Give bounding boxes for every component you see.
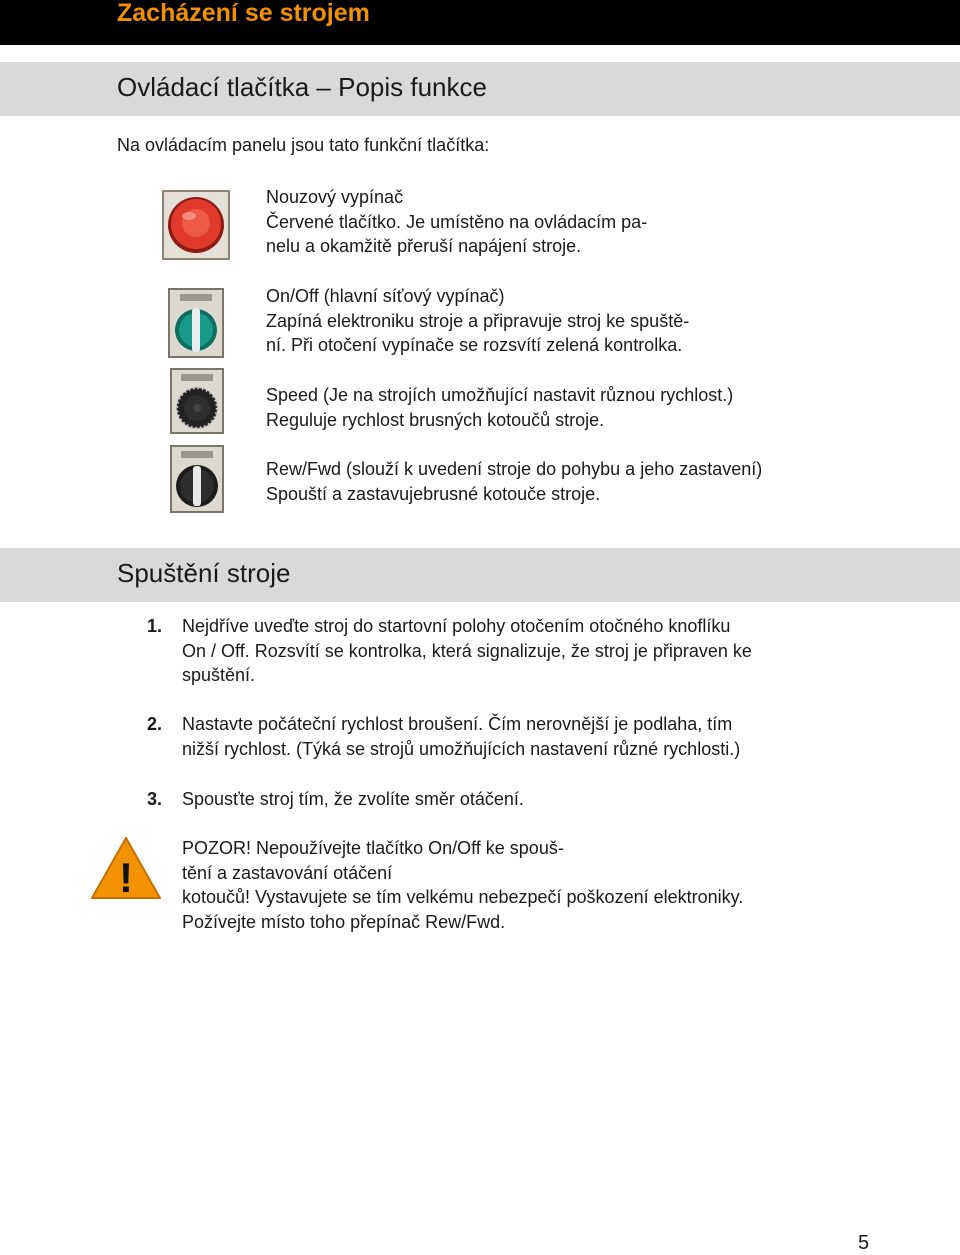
item-title: Nouzový vypínač: [266, 187, 404, 207]
section-heading-startup: Spuštění stroje: [117, 558, 291, 588]
page-title: Zacházení se strojem: [117, 0, 370, 27]
step-number: 3.: [147, 789, 163, 809]
item-description-line: ní. Při otočení vypínače se rozsvítí zelená kontrolka.: [266, 335, 683, 355]
step-line: Nejdříve uveďte stroj do startovní polohy otočením otočného knoflíku: [182, 616, 731, 636]
item-description-line: Spouští a zastavujebrusné kotouče stroje.: [266, 483, 601, 504]
step-line: nižší rychlost. (Týká se strojů umožňujících nastavení různé rychlosti.): [182, 738, 741, 759]
section-heading-bar: [0, 62, 960, 116]
item-description-line: nelu a okamžitě přeruší napájení stroje.: [266, 236, 582, 256]
step-line: spuštění.: [182, 665, 256, 685]
step-1-text: [182, 614, 752, 688]
step-line: On / Off. Rozsvítí se kontrolka, která signalizuje, že stroj je připraven ke: [182, 640, 752, 661]
item-emergency-stop-text: [266, 185, 647, 259]
intro-text: Na ovládacím panelu jsou tato funkční tlačítka:: [117, 135, 490, 155]
item-description-line: Zapíná elektroniku stroje a připravuje stroj ke spuště-: [266, 310, 690, 331]
warning-line: POZOR! Nepoužívejte tlačítko On/Off ke spouš-: [182, 838, 564, 858]
warning-line: kotoučů! Vystavujete se tím velkému nebezpečí poškození elektroniky.: [182, 887, 744, 907]
section-heading-bar: [0, 548, 960, 602]
item-rew-fwd-text: [266, 457, 762, 506]
item-speed-text: [266, 383, 733, 432]
step-line: Spousťte stroj tím, že zvolíte směr otáčení.: [182, 789, 524, 809]
step-3-text: [182, 787, 524, 812]
page-number: 5: [858, 1232, 870, 1254]
item-title: Speed (Je na strojích umožňující nastavit různou rychlost.): [266, 385, 734, 405]
warning-line: tění a zastavování otáčení: [182, 862, 393, 883]
speed-dial-icon: [170, 368, 224, 439]
item-description-line: Červené tlačítko. Je umístěno na ovládacím pa-: [266, 211, 648, 232]
warning-text: [182, 836, 743, 934]
section-heading-controls: Ovládací tlačítka – Popis funkce: [117, 72, 487, 102]
item-title: Rew/Fwd (slouží k uvedení stroje do pohybu a jeho zastavení): [266, 459, 763, 479]
on-off-switch-icon: [168, 288, 224, 363]
step-2-text: [182, 712, 740, 761]
step-number: 2.: [147, 714, 163, 734]
warning-line: Požívejte místo toho přepínač Rew/Fwd.: [182, 911, 506, 932]
step-number: 1.: [147, 616, 163, 636]
emergency-stop-icon: [162, 190, 230, 265]
warning-symbol: !: [119, 854, 133, 901]
header-bar: [0, 0, 960, 45]
rew-fwd-switch-icon: [170, 445, 224, 518]
item-on-off-text: [266, 284, 689, 358]
step-line: Nastavte počáteční rychlost broušení. Čím nerovnější je podlaha, tím: [182, 714, 733, 734]
warning-triangle-icon: [90, 835, 162, 906]
item-description-line: Reguluje rychlost brusných kotoučů stroje.: [266, 409, 605, 430]
item-title: On/Off (hlavní síťový vypínač): [266, 286, 505, 306]
